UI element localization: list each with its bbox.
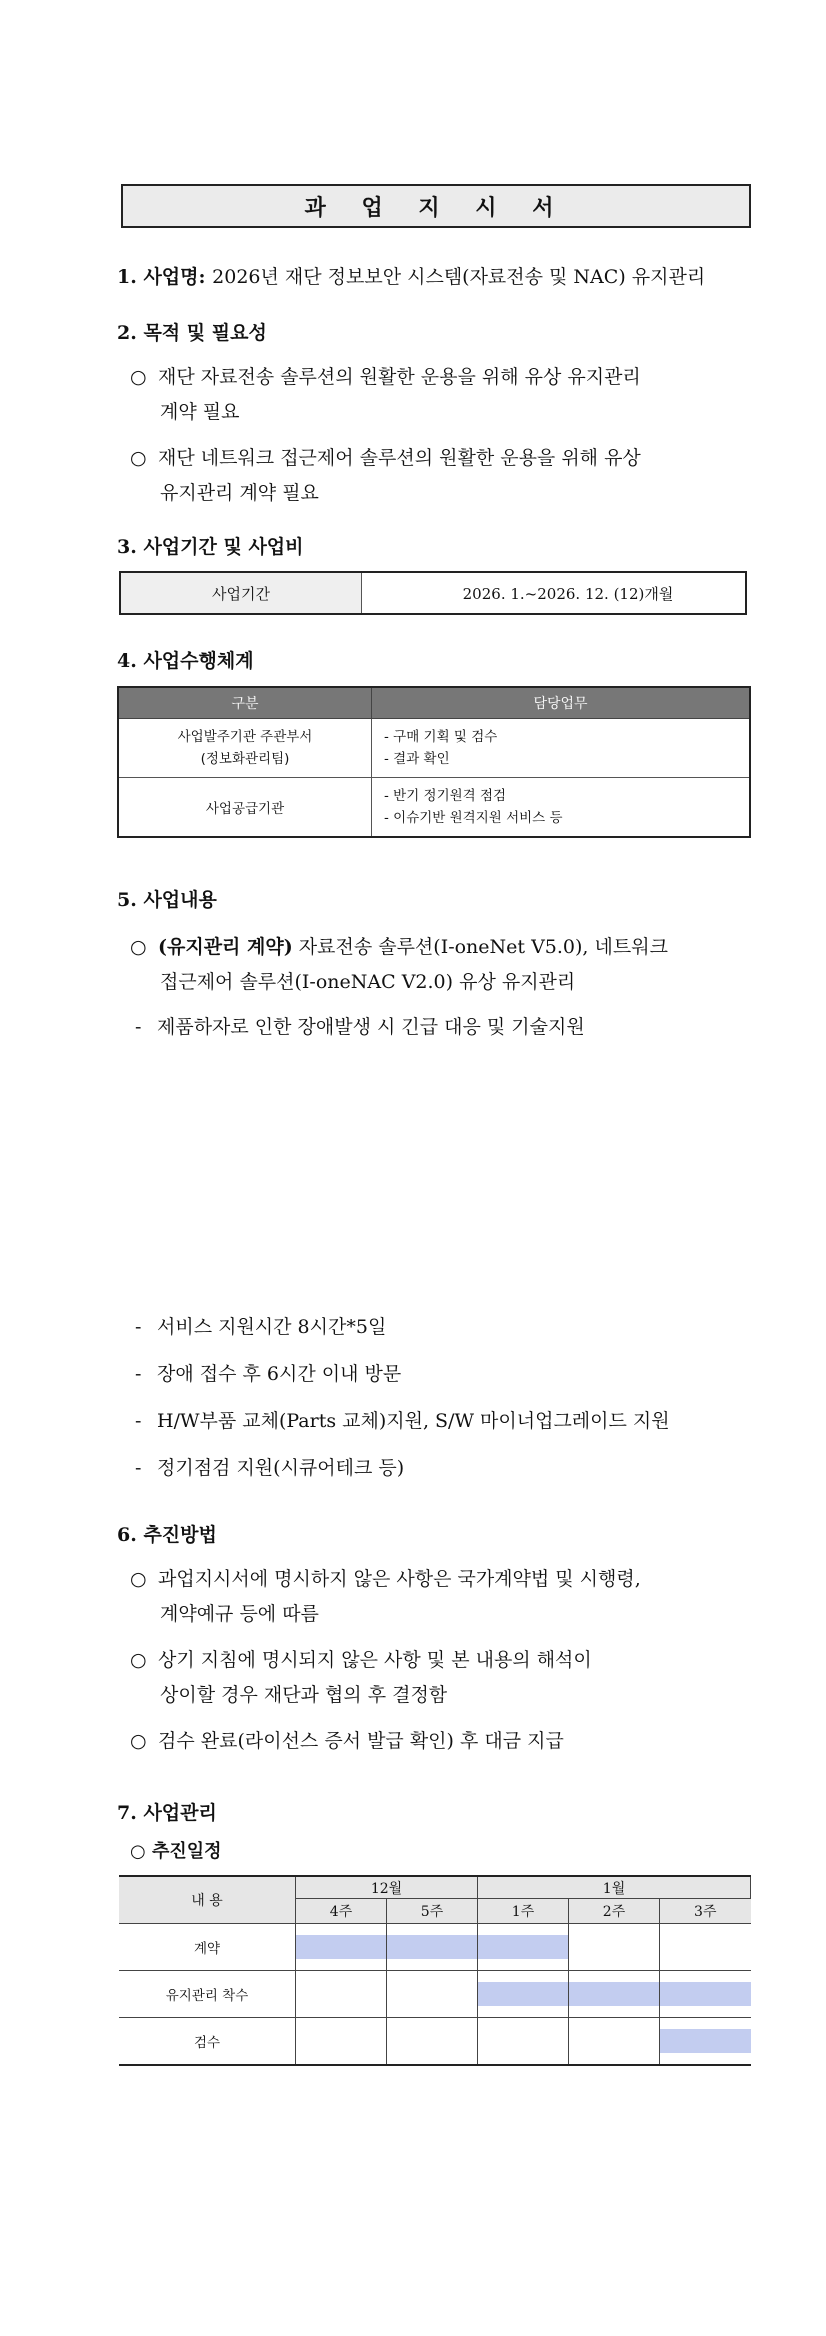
table-row bbox=[119, 1971, 751, 2018]
week-cell bbox=[478, 1971, 569, 2018]
section-6-bullet: ○ 과업지시서에 명시하지 않은 사항은 국가계약법 및 시행령, 계약예규 등에 따름 bbox=[130, 1562, 750, 1632]
week-cell bbox=[387, 1971, 478, 2018]
content-col-header: 내 용 bbox=[119, 1876, 296, 1924]
section-6-bullet: ○ 검수 완료(라이선스 증서 발급 확인) 후 대금 지급 bbox=[130, 1724, 750, 1759]
duty-col-header: 담당업무 bbox=[372, 687, 751, 719]
week-cell bbox=[660, 1924, 751, 1971]
week-header: 1주 bbox=[478, 1899, 569, 1924]
week-header: 3주 bbox=[660, 1899, 751, 1924]
bullet-circle-icon: ○ bbox=[130, 1649, 147, 1671]
section-5-main-bullet: ○ (유지관리 계약) 자료전송 솔루션(I-oneNet V5.0), 네트워크 접근제어 솔루션(I-oneNAC V2.0) 유상 유지관리 bbox=[130, 930, 750, 1000]
week-cell bbox=[569, 1924, 660, 1971]
period-label: 사업기간 bbox=[120, 572, 362, 614]
schedule-table bbox=[119, 1875, 751, 2066]
section-2-bullet: ○ 재단 네트워크 접근제어 솔루션의 원활한 운용을 위해 유상 유지관리 계약 필요 bbox=[130, 441, 750, 511]
task-name: 계약 bbox=[119, 1924, 296, 1971]
section-2-bullet: ○ 재단 자료전송 솔루션의 원활한 운용을 위해 유상 유지관리 계약 필요 bbox=[130, 360, 750, 430]
schedule-bar bbox=[387, 1935, 477, 1959]
table-row: 사업공급기관 - 반기 정기원격 점검 - 이슈기반 원격지원 서비스 등 bbox=[118, 778, 750, 838]
table-row: 사업발주기관 주관부서 (정보화관리팀) - 구매 기획 및 검수 - 결과 확인 bbox=[118, 719, 750, 778]
week-cell bbox=[660, 2018, 751, 2066]
list-item: - 서비스 지원시간 8시간*5일 bbox=[135, 1316, 387, 1338]
bullet-circle-icon: ○ bbox=[130, 447, 147, 469]
list-item: - 제품하자로 인한 장애발생 시 긴급 대응 및 기술지원 bbox=[135, 1016, 585, 1038]
bullet-circle-icon: ○ bbox=[130, 1730, 147, 1752]
month-header: 1월 bbox=[478, 1876, 751, 1899]
project-period-table bbox=[119, 571, 747, 615]
week-cell bbox=[478, 1924, 569, 1971]
week-cell bbox=[660, 1971, 751, 2018]
week-cell bbox=[296, 1924, 387, 1971]
schedule-subheading: ○ 추진일정 bbox=[130, 1841, 222, 1862]
section-4-heading: 4. 사업수행체계 bbox=[117, 650, 254, 672]
organization-table bbox=[117, 686, 751, 838]
project-name-value: 2026년 재단 정보보안 시스템(자료전송 및 NAC) 유지관리 bbox=[212, 266, 706, 288]
table-row bbox=[119, 1924, 751, 1971]
week-cell bbox=[387, 1924, 478, 1971]
week-header: 2주 bbox=[569, 1899, 660, 1924]
week-cell bbox=[387, 2018, 478, 2066]
document-title: 과 업 지 시 서 bbox=[121, 184, 751, 228]
bullet-circle-icon: ○ bbox=[130, 936, 147, 958]
schedule-bar bbox=[569, 1982, 659, 2006]
section-3-heading: 3. 사업기간 및 사업비 bbox=[117, 536, 304, 558]
section-1-project-name bbox=[117, 262, 705, 289]
schedule-bar bbox=[660, 2029, 751, 2053]
task-name: 검수 bbox=[119, 2018, 296, 2066]
schedule-bar bbox=[478, 1935, 568, 1959]
week-header: 4주 bbox=[296, 1899, 387, 1924]
org-col-header: 구분 bbox=[118, 687, 372, 719]
week-cell bbox=[296, 2018, 387, 2066]
schedule-bar bbox=[478, 1982, 568, 2006]
list-item: - 정기점검 지원(시큐어테크 등) bbox=[135, 1457, 405, 1479]
table-row bbox=[119, 2018, 751, 2066]
bullet-circle-icon: ○ bbox=[130, 1568, 147, 1590]
list-item: - H/W부품 교체(Parts 교체)지원, S/W 마이너업그레이드 지원 bbox=[135, 1410, 670, 1432]
section-2-heading: 2. 목적 및 필요성 bbox=[117, 322, 267, 344]
list-item: - 장애 접수 후 6시간 이내 방문 bbox=[135, 1363, 402, 1385]
schedule-bar bbox=[296, 1935, 386, 1959]
section-6-heading: 6. 추진방법 bbox=[117, 1524, 217, 1546]
section-5-heading: 5. 사업내용 bbox=[117, 889, 217, 911]
task-name: 유지관리 착수 bbox=[119, 1971, 296, 2018]
week-cell bbox=[296, 1971, 387, 2018]
week-cell bbox=[478, 2018, 569, 2066]
week-cell bbox=[569, 1971, 660, 2018]
bullet-circle-icon: ○ bbox=[130, 366, 147, 388]
week-header: 5주 bbox=[387, 1899, 478, 1924]
project-name-label: 1. 사업명: bbox=[117, 266, 206, 288]
section-7-heading: 7. 사업관리 bbox=[117, 1802, 217, 1824]
week-cell bbox=[569, 2018, 660, 2066]
period-value: 2026. 1.~2026. 12. (12)개월 bbox=[362, 572, 747, 614]
month-header: 12월 bbox=[296, 1876, 478, 1899]
schedule-bar bbox=[660, 1982, 751, 2006]
section-6-bullet: ○ 상기 지침에 명시되지 않은 사항 및 본 내용의 해석이 상이할 경우 재단과 협의 후 결정함 bbox=[130, 1643, 750, 1713]
